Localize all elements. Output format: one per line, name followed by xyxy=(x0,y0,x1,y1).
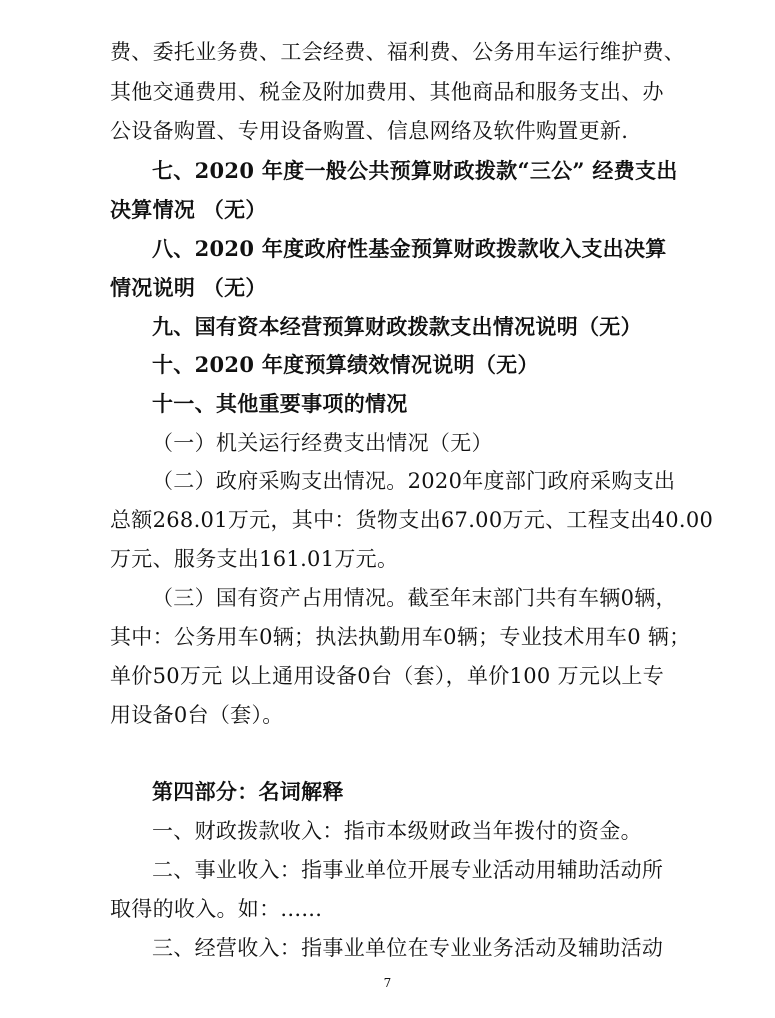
section-heading-ten: 十、2020 年度预算绩效情况说明（无） xyxy=(152,352,539,377)
item-three-assets: （三）国有资产占用情况。截至年末部门共有车辆0辆， xyxy=(152,586,677,610)
term-three-operating-income: 三、经营收入：指事业单位在专业业务活动及辅助活动 xyxy=(152,936,664,960)
text-line-expense-list-3: 公设备购置、专用设备购置、信息网络及软件购置更新. xyxy=(110,119,629,143)
section-heading-nine: 九、国有资本经营预算财政拨款支出情况说明（无） xyxy=(152,314,642,339)
section-heading-eight-cont: 情况说明 （无） xyxy=(110,275,267,300)
text-line-expense-list-1: 费、委托业务费、工会经费、福利费、公务用车运行维护费、 xyxy=(110,40,686,64)
item-one-operating-expense: （一）机关运行经费支出情况（无） xyxy=(152,431,493,455)
section-heading-eleven: 十一、其他重要事项的情况 xyxy=(152,391,408,416)
section-heading-seven-cont: 决算情况 （无） xyxy=(110,197,267,222)
item-two-procurement-cont-2: 万元、服务支出161.01万元。 xyxy=(110,547,399,571)
item-three-assets-cont-1: 其中：公务用车0辆；执法执勤用车0辆；专业技术用车0 辆； xyxy=(110,625,691,649)
term-one-fiscal-income: 一、财政拨款收入：指市本级财政当年拨付的资金。 xyxy=(152,819,642,843)
page-number: 7 xyxy=(383,976,392,990)
part-four-heading: 第四部分：名词解释 xyxy=(152,779,344,804)
section-heading-seven: 七、2020 年度一般公共预算财政拨款“三公” 经费支出 xyxy=(152,158,678,183)
item-three-assets-cont-3: 用设备0台（套）。 xyxy=(110,703,284,727)
term-two-business-income: 二、事业收入：指事业单位开展专业活动用辅助活动所 xyxy=(152,858,664,882)
item-three-assets-cont-2: 单价50万元 以上通用设备0台（套），单价100 万元以上专 xyxy=(110,664,665,688)
item-two-procurement-cont-1: 总额268.01万元，其中：货物支出67.00万元、工程支出40.00 xyxy=(110,508,714,532)
section-heading-eight: 八、2020 年度政府性基金预算财政拨款收入支出决算 xyxy=(152,236,667,261)
item-two-procurement: （二）政府采购支出情况。2020年度部门政府采购支出 xyxy=(152,469,676,493)
text-line-expense-list-2: 其他交通费用、税金及附加费用、其他商品和服务支出、办 xyxy=(110,80,664,104)
term-two-business-income-cont: 取得的收入。如：...... xyxy=(110,897,323,921)
